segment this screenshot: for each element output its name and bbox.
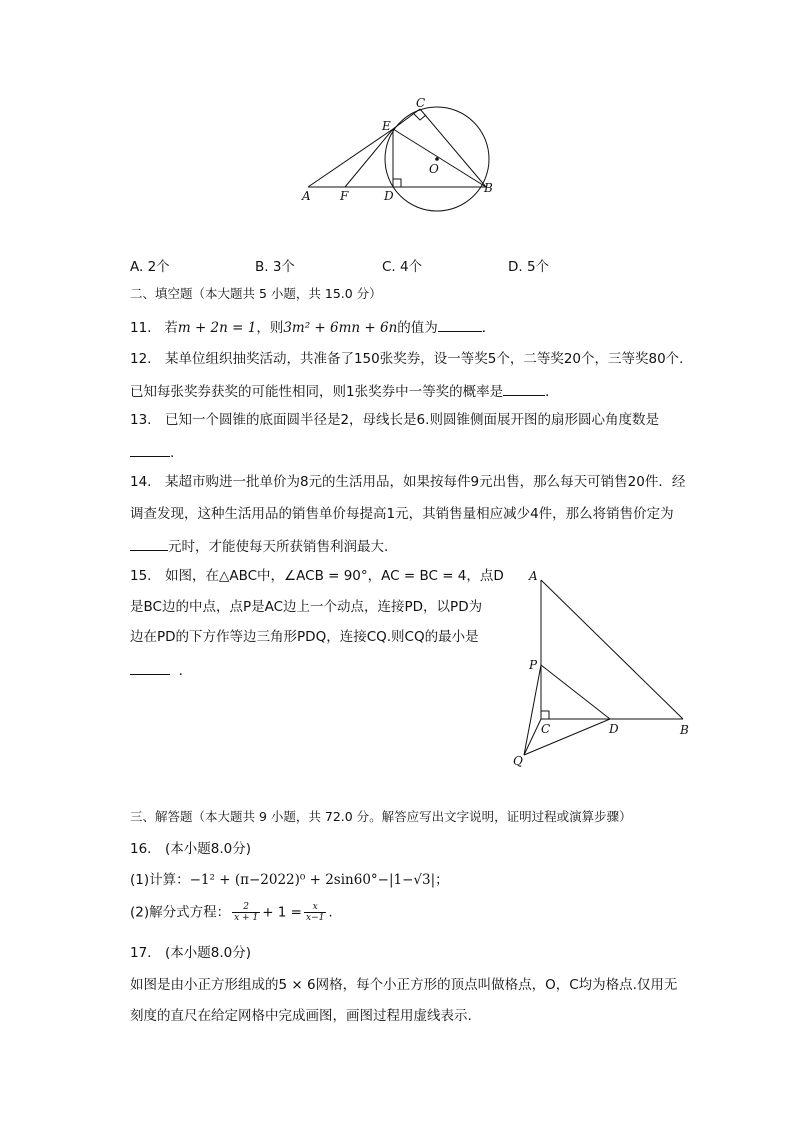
q12-end: ． (545, 384, 559, 400)
circle-figure (290, 90, 510, 215)
q14-line1: 14. 某超市购进一批单价为8元的生活用品，如果按每件9元出售，那么每天可销售20件．经 (130, 474, 686, 490)
center-o (435, 157, 439, 161)
q12-line2 (130, 381, 559, 401)
label-d: D (384, 189, 394, 203)
q16-p1-expr: −1² + (π−2022)⁰ + 2sin60°−|1−√3| (189, 872, 436, 888)
q13-line2 (130, 442, 174, 462)
line-cq (524, 719, 541, 755)
label-q: Q (513, 754, 523, 768)
q16-header: 16. (本小题8.0分) (130, 841, 251, 857)
label-o: O (429, 162, 439, 176)
q16-p1-prefix: (1)计算： (130, 872, 190, 888)
q17-line2: 刻度的直尺在给定网格中完成画图，画图过程用虚线表示. (130, 1008, 472, 1024)
q11-end: ． (481, 320, 496, 336)
q11-mid: ，则 (256, 320, 284, 336)
q11-pre: 若 (164, 320, 178, 336)
q13-line1: 13. 已知一个圆锥的底面圆半径是2，母线长是6.则圆锥侧面展开图的扇形圆心角度数是 (130, 412, 659, 428)
q16-p2-prefix: (2)解分式方程： (130, 904, 231, 921)
section3-heading: 三、解答题（本大题共 9 小题，共 72.0 分。解答应写出文字说明，证明过程或演算步骤） (130, 809, 632, 824)
line-ae (308, 129, 393, 187)
q14-blank[interactable] (130, 536, 168, 551)
q11-post: 的值为 (397, 320, 438, 336)
line-pd (541, 665, 610, 719)
q15-line4 (130, 660, 192, 680)
q16-part2 (130, 902, 333, 923)
q15-end: ． (178, 663, 193, 679)
q16-part1 (130, 871, 449, 889)
right-angle-c2 (541, 711, 549, 719)
q14-line3-text: 元时，才能使每天所获销售利润最大. (168, 539, 389, 555)
q16-fraction-2: $\frac{x}{x-1}$ (306, 902, 325, 923)
line-eb (393, 129, 486, 187)
label-d2: D (609, 722, 619, 736)
q11-expr2: 3m² + 6mn + 6n (283, 320, 398, 336)
line-fe (345, 129, 393, 187)
label-p: P (529, 658, 538, 672)
label-f: F (340, 189, 349, 203)
label-a2: A (529, 569, 538, 583)
line-qd (524, 719, 610, 755)
q12-blank[interactable] (503, 381, 545, 396)
right-angle-c (414, 114, 426, 120)
label-a: A (302, 189, 311, 203)
option-d: D. 5个 (508, 259, 550, 275)
label-c2: C (541, 722, 551, 736)
line-ec (393, 109, 420, 129)
q14-line2: 调查发现，这种生活用品的销售单价每提高1元，其销售量相应减少4件，那么将销售价定为 (130, 506, 674, 522)
q16-p1-end: ； (435, 872, 449, 888)
section2-heading: 二、填空题（本大题共 5 小题，共 15.0 分） (130, 286, 382, 301)
line-ab (541, 580, 683, 719)
q12-line1: 12. 某单位组织抽奖活动，共准备了150张奖券，设一等奖5个，二等奖20个，三等奖80个. (130, 351, 684, 367)
q15-line2: 是BC边的中点，点P是AC边上一个动点，连接PD，以PD为 (130, 599, 483, 615)
q15-blank[interactable] (130, 660, 170, 675)
line-pq (524, 665, 541, 755)
q16-p2-end: . (328, 904, 333, 921)
option-b: B. 3个 (255, 259, 295, 275)
triangle-figure (505, 565, 705, 775)
label-c: C (416, 96, 426, 110)
label-b: B (484, 181, 493, 195)
right-angle-d (393, 179, 401, 187)
q13-blank[interactable] (130, 442, 170, 457)
q13-end: . (170, 445, 175, 461)
q16-p2-mid: + 1 = (262, 904, 302, 921)
q14-line3 (130, 536, 388, 556)
q11-blank[interactable] (438, 317, 482, 332)
label-b2: B (680, 723, 689, 737)
question-11 (130, 317, 495, 337)
option-c: C. 4个 (382, 259, 423, 275)
label-e: E (382, 119, 391, 133)
q17-header: 17. (本小题8.0分) (130, 945, 251, 961)
q12-line2-text: 已知每张奖券获奖的可能性相同，则1张奖券中一等奖的概率是 (130, 384, 504, 400)
q15-line1: 15. 如图，在△ABC中，∠ACB = 90°，AC = BC = 4，点D (130, 568, 504, 584)
q11-num: 11. (130, 320, 152, 336)
q17-line1: 如图是由小正方形组成的5 × 6网格，每个小正方形的顶点叫做格点，O，C均为格点.仅用无 (130, 977, 678, 993)
q15-line3: 边在PD的下方作等边三角形PDQ，连接CQ.则CQ的最小是 (130, 629, 479, 645)
option-a: A. 2个 (130, 259, 170, 275)
q11-expr1: m + 2n = 1 (177, 320, 257, 336)
q16-fraction-1: $\frac{2}{x + 1}$ (234, 902, 259, 923)
